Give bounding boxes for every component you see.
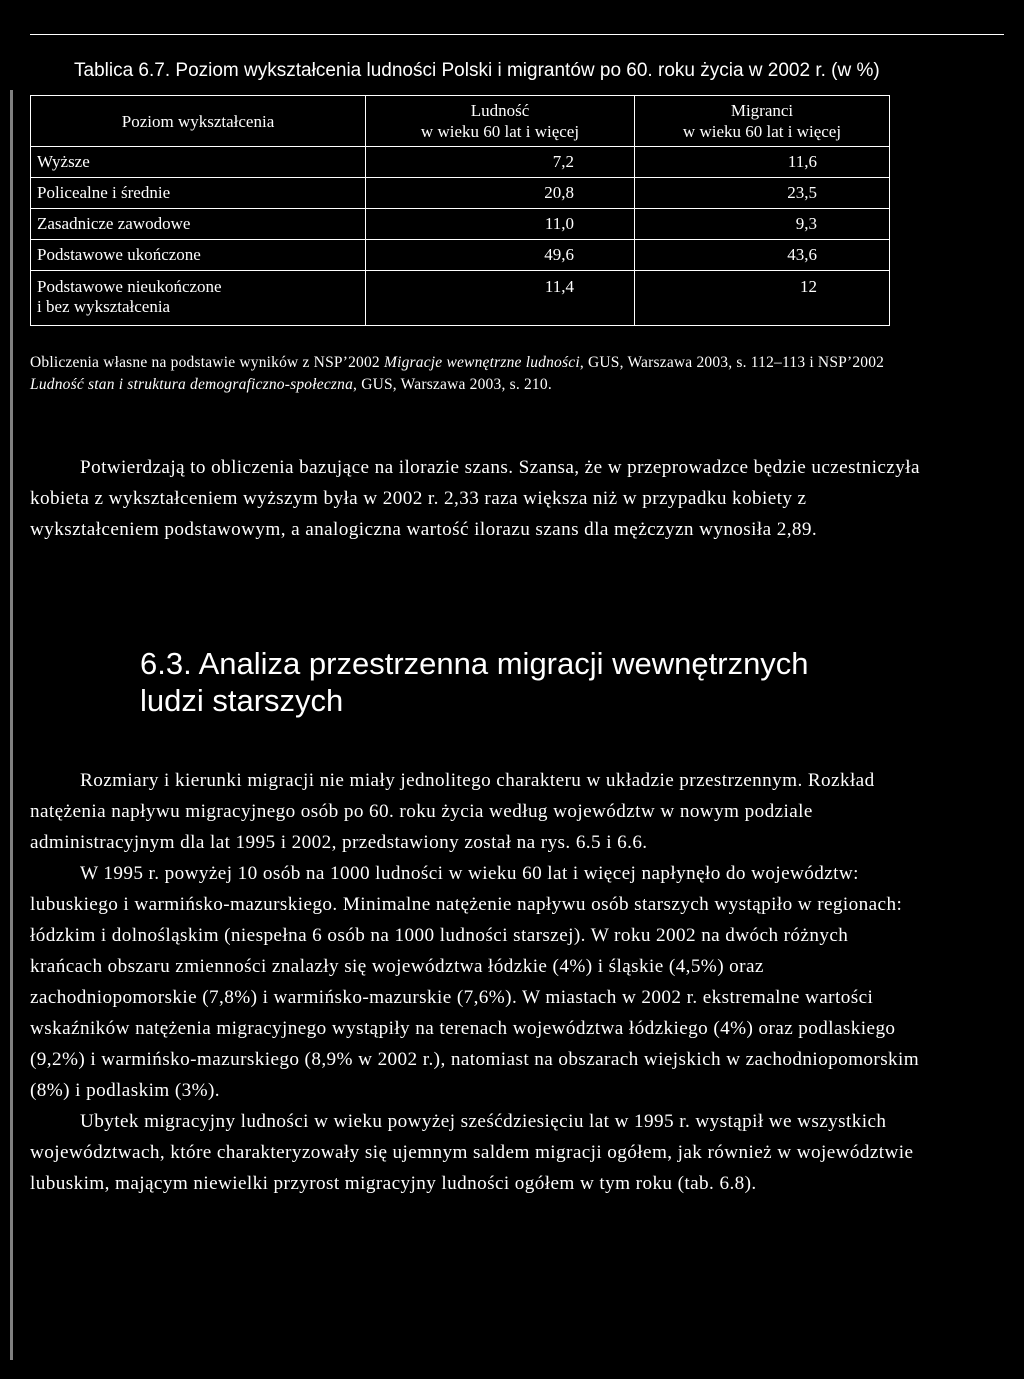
row-label bbox=[31, 271, 366, 326]
source-italic-1: Migracje wewnętrzne ludności bbox=[383, 354, 580, 371]
row-population-value: 11,0 bbox=[366, 209, 635, 240]
table-row bbox=[31, 178, 890, 209]
row-migrants-value: 12 bbox=[635, 271, 890, 326]
table-row bbox=[31, 240, 890, 271]
row-label: Podstawowe ukończone bbox=[31, 240, 366, 271]
row-label: Policealne i średnie bbox=[31, 178, 366, 209]
body-paragraph-odds-ratio bbox=[30, 452, 920, 545]
paragraph-3: W 1995 r. powyżej 10 osób na 1000 ludności w wieku 60 lat i więcej napłynęło do województw: lubuskiego i warmińsko-mazurskiego. Minimalne natężenie napływu osób starszych wystąpiło w regionach: łódzkim i dolnośląskim (niespełna 6 osób na 1000 ludności starszej). W roku 2002 na dwóch różnych krańcach obszaru zmienności znalazły się województwa łódzkie (4%) i śląskie (4,5%) oraz zachodniopomorskie (7,8%) i warmińsko-mazurskie (7,6%). W miastach w 2002 r. ekstremalne wartości wskaźników natężenia migracyjnego wystąpiły na terenach województwa łódzkiego (4%) oraz podlaskiego (9,2%) i warmińsko-mazurskiego (8,9% w 2002 r.), natomiast na obszarach wiejskich w zachodniopomorskim (8%) i podlaskim (3%). bbox=[30, 863, 920, 1101]
row-migrants-value: 9,3 bbox=[635, 209, 890, 240]
source-text-2: , GUS, Warszawa 2003, s. 112–113 i NSP’2002 bbox=[579, 354, 885, 371]
section-heading bbox=[140, 645, 880, 719]
table-source-note bbox=[30, 352, 920, 396]
row-label-line2: i bez wykształcenia bbox=[37, 297, 171, 316]
row-population-value: 49,6 bbox=[366, 240, 635, 271]
paragraph-2: Rozmiary i kierunki migracji nie miały jednolitego charakteru w układzie przestrzennym. Rozkład natężenia napływu migracyjnego osób po 60. roku życia według województw w nowym podziale administracyjnym dla lat 1995 i 2002, przedstawiony został na rys. 6.5 i 6.6. bbox=[30, 770, 875, 853]
table-row bbox=[31, 147, 890, 178]
source-italic-2: Ludność stan i struktura demograficzno-społeczna bbox=[30, 376, 354, 393]
row-population-value: 20,8 bbox=[366, 178, 635, 209]
education-table bbox=[30, 95, 890, 326]
table-title: Tablica 6.7. Poziom wykształcenia ludności Polski i migrantów po 60. roku życia w 2002 r. (w %) bbox=[74, 60, 880, 81]
header-migrants-line1: Migranci bbox=[730, 101, 794, 120]
row-population-value: 11,4 bbox=[366, 271, 635, 326]
source-text-1: Obliczenia własne na podstawie wyników z NSP’2002 bbox=[30, 354, 384, 371]
header-population bbox=[366, 96, 635, 147]
header-population-line2: w wieku 60 lat i więcej bbox=[420, 122, 580, 141]
section-number: 6.3. bbox=[140, 646, 192, 681]
row-migrants-value: 11,6 bbox=[635, 147, 890, 178]
table-row bbox=[31, 271, 890, 326]
header-migrants bbox=[635, 96, 890, 147]
header-population-line1: Ludność bbox=[470, 101, 530, 120]
row-label: Wyższe bbox=[31, 147, 366, 178]
row-label: Zasadnicze zawodowe bbox=[31, 209, 366, 240]
row-migrants-value: 43,6 bbox=[635, 240, 890, 271]
table-row bbox=[31, 209, 890, 240]
table-header-row bbox=[31, 96, 890, 147]
header-education-level-text: Poziom wykształcenia bbox=[121, 111, 275, 131]
paragraph-4: Ubytek migracyjny ludności w wieku powyżej sześćdziesięciu lat w 1995 r. wystąpił we wszystkich województwach, które charakteryzowały się ujemnym saldem migracji ogółem, jak również w województwie lubuskim, mającym niewielki przyrost migracyjny ludności ogółem w tym roku (tab. 6.8). bbox=[30, 1111, 914, 1194]
page-edge-shadow bbox=[10, 90, 13, 1360]
paragraph-1: Potwierdzają to obliczenia bazujące na ilorazie szans. Szansa, że w przeprowadzce będzie uczestniczyła kobieta z wykształceniem wyższym była w 2002 r. 2,33 raza większa niż w przypadku kobiety z wykształceniem podstawowym, a analogiczna wartość ilorazu szans dla mężczyzn wynosiła 2,89. bbox=[30, 457, 920, 540]
top-rule bbox=[30, 34, 1004, 35]
source-text-3: , GUS, Warszawa 2003, s. 210. bbox=[353, 376, 552, 393]
body-text bbox=[30, 765, 920, 1199]
section-title: Analiza przestrzenna migracji wewnętrznych ludzi starszych bbox=[140, 646, 809, 718]
header-education-level bbox=[31, 96, 366, 147]
header-migrants-line2: w wieku 60 lat i więcej bbox=[682, 122, 842, 141]
row-population-value: 7,2 bbox=[366, 147, 635, 178]
row-migrants-value: 23,5 bbox=[635, 178, 890, 209]
row-label-line1: Podstawowe nieukończone bbox=[37, 277, 222, 296]
